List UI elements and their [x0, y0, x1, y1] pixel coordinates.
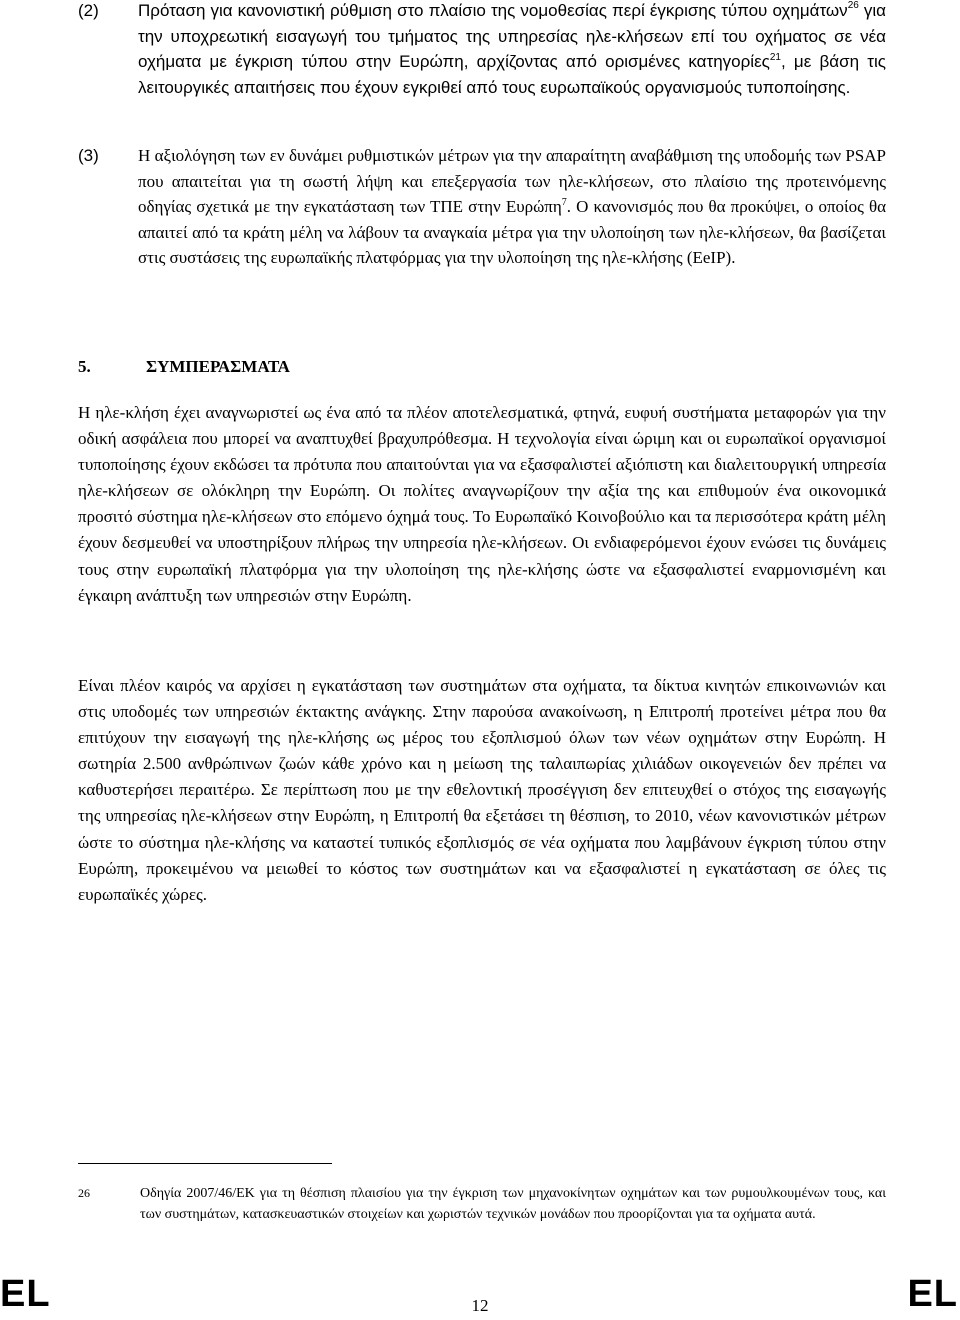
- section-number: 5.: [78, 357, 91, 376]
- list-item-number: (2): [78, 1, 99, 20]
- footnote-ref-21[interactable]: 21: [769, 51, 781, 63]
- conclusion-paragraph-2: Είναι πλέον καιρός να αρχίσει η εγκατάσταση των συστημάτων στα οχήματα, τα δίκτυα κινητών επικοινωνιών και στις υποδομές των υπηρεσιών έκτακτης ανάγκης. Στην παρούσα ανακοίνωση, η Επιτροπή προτείνει μέτρα που θα επιτύχουν την εισαγωγή της ηλε-κλήσης ως μέρος του εξοπλισμού όλων των νέων οχημάτων στην Ευρώπη. Η σωτηρία 2.500 ανθρώπινων ζωών κάθε χρόνο και η μείωση της ταλαιπωρίας χιλιάδων οικογενειών δεν πρέπει να καθυστερήσει περαιτέρω. Σε περίπτωση που με την εθελοντική προσέγγιση δεν επιτευχθεί ο στόχος της εισαγωγής της υπηρεσίας ηλε-κλήσεων στην Ευρώπη, η Επιτροπή θα εξετάσει τη θέσπιση, το 2010, νέων κανονιστικών μέτρων ώστε το σύστημα ηλε-κλήσης να καταστεί τυπικός εξοπλισμός σε νέα οχήματα που λαμβάνουν έγκριση τύπου στην Ευρώπη, προκειμένου να μειωθεί το κόστος των συστημάτων και να εξασφαλιστεί η εγκατάσταση σε όλες τις ευρωπαϊκές χώρες.: [78, 676, 886, 904]
- list-item-number: (3): [78, 146, 99, 165]
- footnote-ref-26[interactable]: 26: [847, 0, 859, 12]
- list-item-text: Πρόταση για κανονιστική ρύθμιση στο πλαίσιο της νομοθεσίας περί έγκρισης τύπου οχημάτων$^{26}$ για την υποχρεωτική εισαγωγή του τμήματος της υπηρεσίας ηλε-κλήσεων επί του οχήματος σε νέα οχήματα με έγκριση τύπου στην Ευρώπη, αρχίζοντας από ορισμένες κατηγορίες$^{21}$, με βάση τις λειτουργικές απαιτήσεις που έχουν εγκριθεί από τους ευρωπαϊκούς οργανισμούς τυποποίησης.: [138, 0, 886, 97]
- list-item-text: Η αξιολόγηση των εν δυνάμει ρυθμιστικών μέτρων για την απαραίτητη αναβάθμιση της υποδομής των PSAP που απαιτείται για τη σωστή λήψη και επεξεργασία των ηλε-κλήσεων, στο πλαίσιο της προτεινόμενης οδηγίας σχετικά με την εγκατάσταση των ΤΠΕ στην Ευρώπη$^7$. Ο κανονισμός που θα προκύψει, ο οποίος θα απαιτεί από τα κράτη μέλη να λάβουν τα αναγκαία μέτρα για την υλοποίηση των ηλε-κλήσεων, θα βασίζεται στις συστάσεις της ευρωπαϊκής πλατφόρμας για την υλοποίηση της ηλε-κλήσης (EeIP).: [138, 146, 887, 268]
- language-code-left: EL: [0, 1273, 51, 1315]
- page-number: 12: [471, 1296, 489, 1315]
- section-title: ΣΥΜΠΕΡΑΣΜΑΤΑ: [146, 357, 290, 376]
- list-item-2: [78, 0, 886, 100]
- list-item-3: [78, 143, 886, 271]
- language-code-right: EL: [907, 1273, 958, 1315]
- footnote-ref-7[interactable]: 7: [561, 196, 567, 208]
- footnote-number: 26: [78, 1186, 90, 1200]
- conclusion-paragraph-1: Η ηλε-κλήση έχει αναγνωριστεί ως ένα από τα πλέον αποτελεσματικά, φτηνά, ευφυή συστήματα μεταφορών για την οδική ασφάλεια που μπορεί να αναπτυχθεί βραχυπρόθεσμα. Η τεχνολογία είναι ώριμη και οι ευρωπαϊκοί οργανισμοί τυποποίησης έχουν εκδώσει τα πρότυπα που απαιτούνται για να εξασφαλιστεί αξιόπιστη και διαλειτουργική υπηρεσία ηλε-κλήσεων σε ολόκληρη την Ευρώπη. Οι πολίτες αναγνωρίζουν την αξία της και επιθυμούν ένα οικονομικά προσιτό σύστημα ηλε-κλήσεων στο επόμενο όχημά τους. Το Ευρωπαϊκό Κοινοβούλιο και τα περισσότερα κράτη μέλη έχουν δεσμευθεί να υποστηρίξουν πλήρως την υπηρεσία ηλε-κλήσεων. Οι ενδιαφερόμενοι έχουν ενώσει τις δυνάμεις τους στην ευρωπαϊκή πλατφόρμα για την υλοποίηση της ηλε-κλήσης ώστε να εξασφαλιστεί εναρμονισμένη και έγκαιρη ανάπτυξη των υπηρεσιών στην Ευρώπη.: [78, 403, 886, 605]
- footnote: [78, 1183, 886, 1225]
- footnote-divider: [78, 1163, 332, 1164]
- footnote-text: Οδηγία 2007/46/ΕΚ για τη θέσπιση πλαισίου για την έγκριση των μηχανοκίνητων οχημάτων και των ρυμουλκουμένων τους, και των συστημάτων, κατασκευαστικών στοιχείων και χωριστών τεχνικών μονάδων που προορίζονται για τα οχήματα αυτά.: [140, 1186, 886, 1222]
